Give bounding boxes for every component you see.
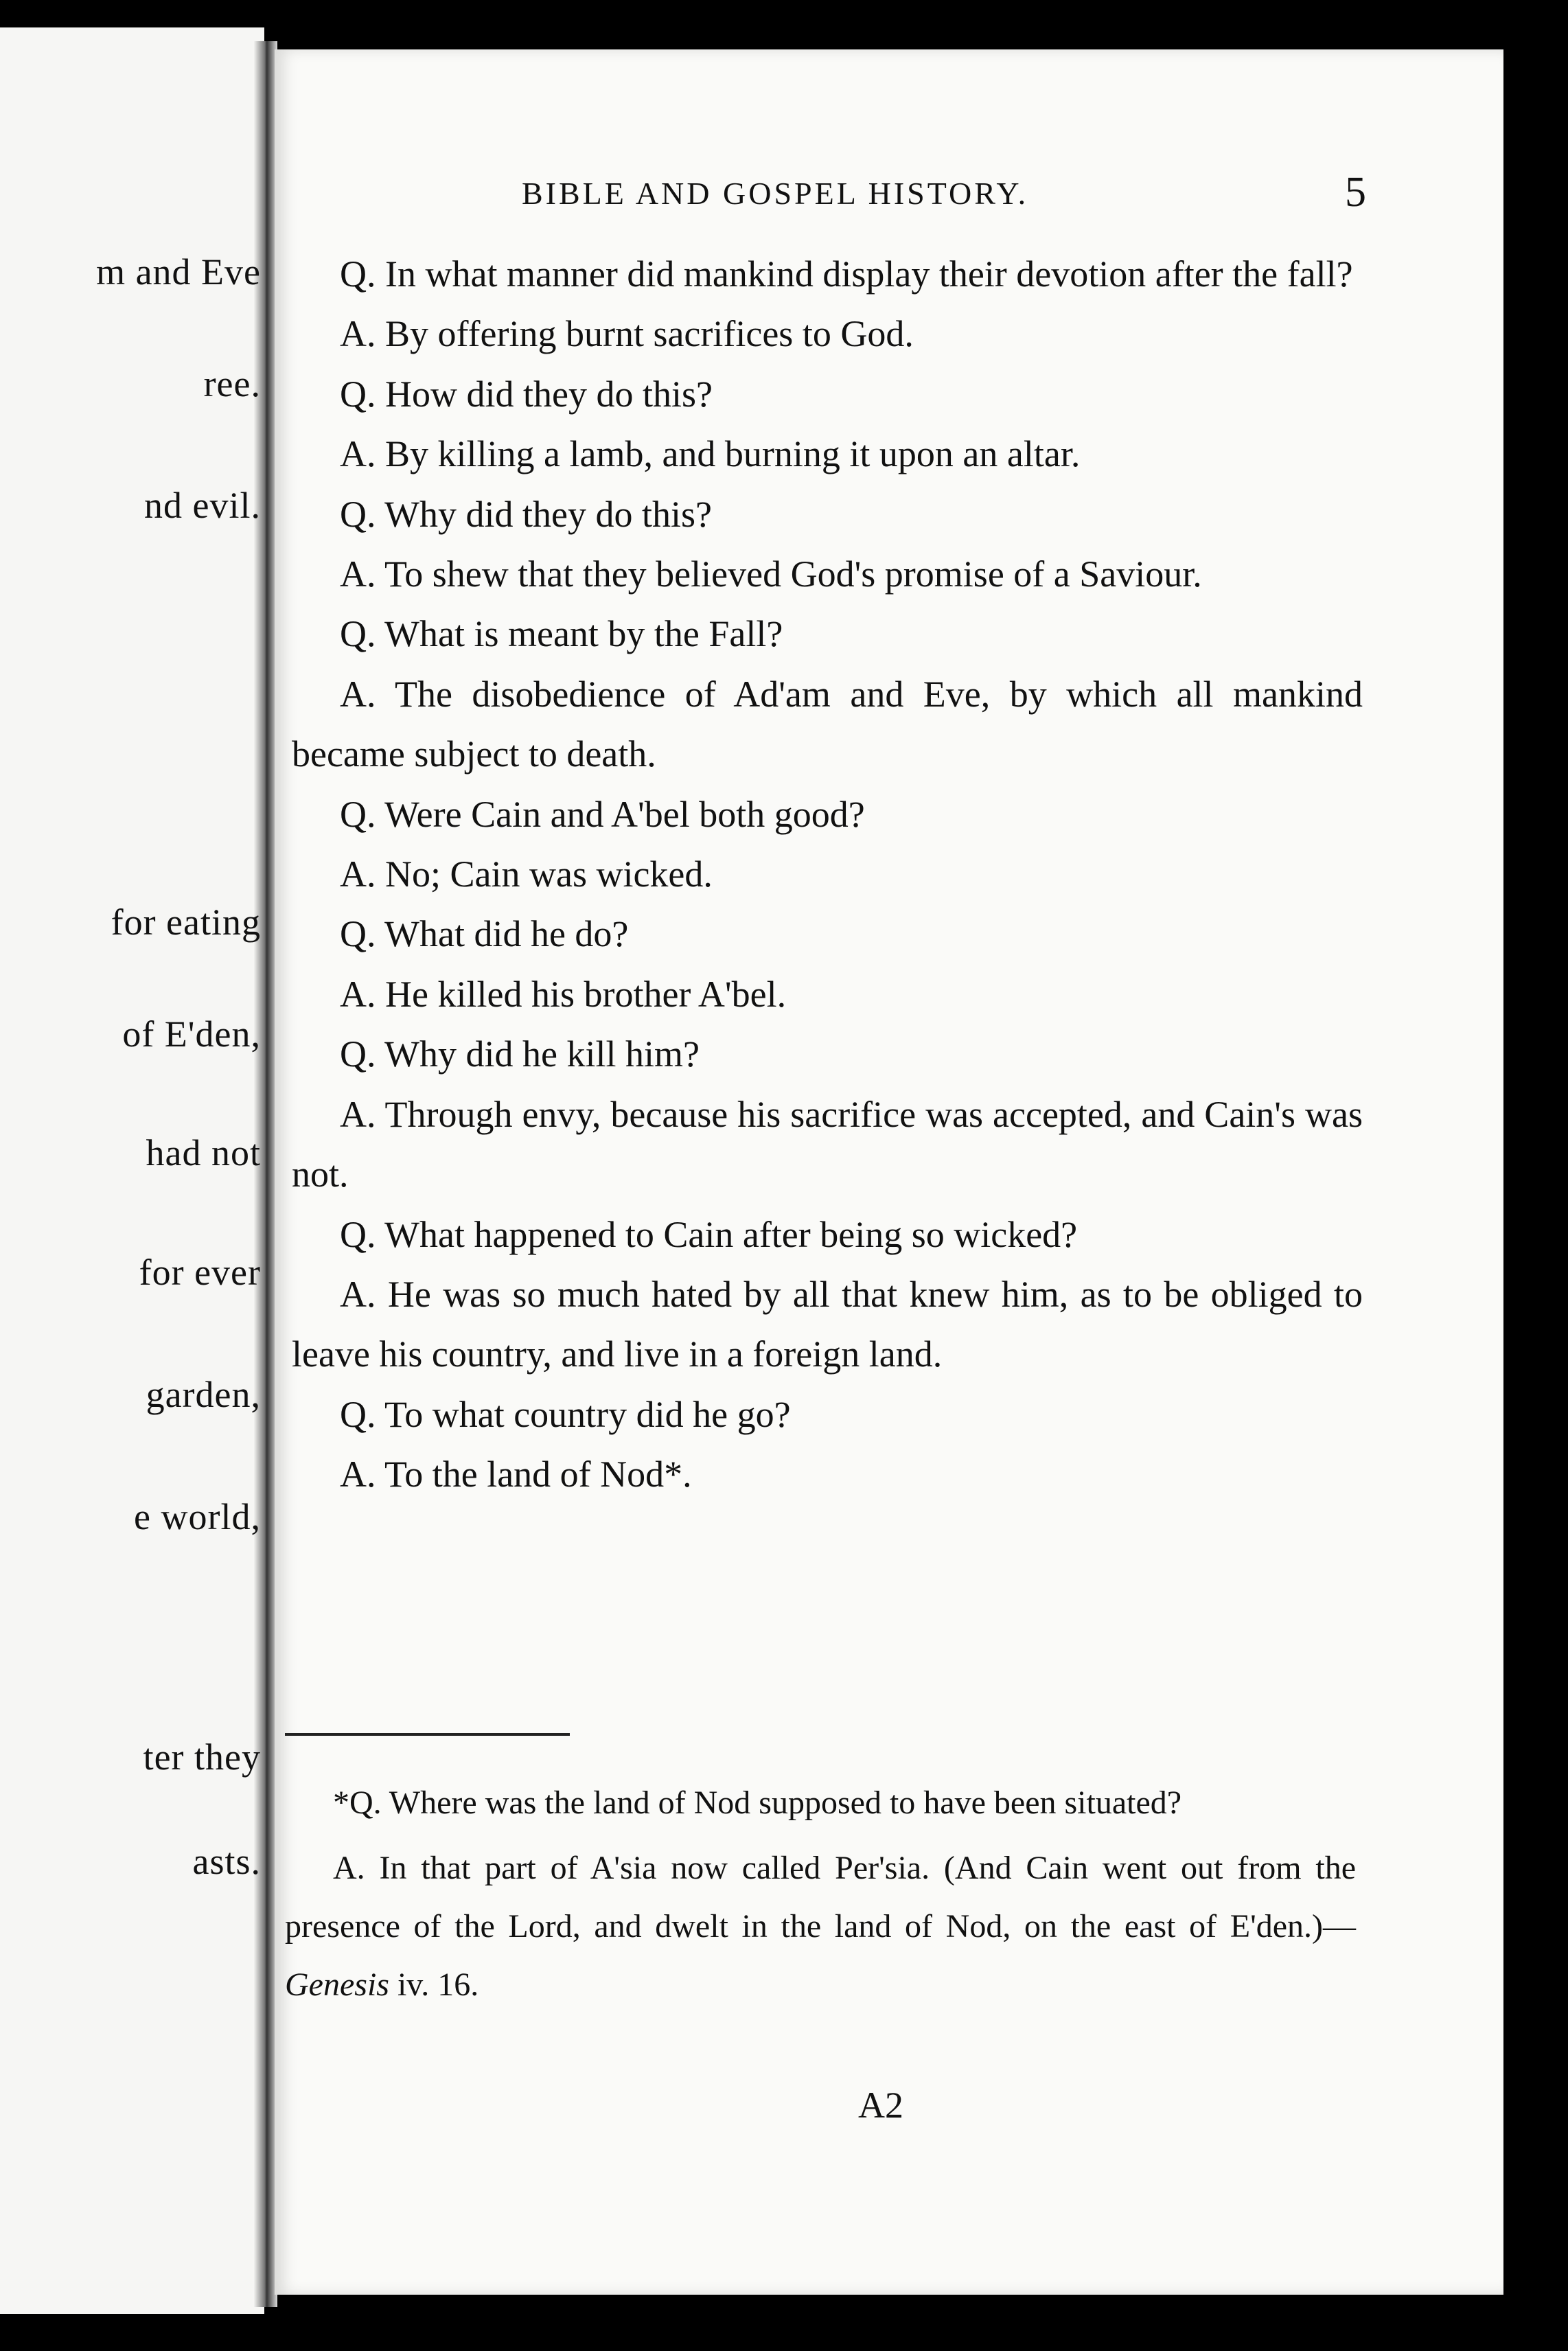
paragraph: A. Through envy, because his sacrifice was accepted, and Cain's was not. (292, 1093, 1363, 1195)
left-page-line: ree. (203, 363, 261, 404)
footnote-rule (285, 1733, 570, 1736)
footnote-answer-text: A. In that part of A'sia now called Per'sia. (And Cain went out from the presence of the Lord, and dwelt in the land of Nod, on the east of E'den.)— (285, 1850, 1356, 1945)
footnote-question: *Q. Where was the land of Nod supposed to have been situated? (333, 1785, 1182, 1821)
paragraph: A. By killing a lamb, and burning it upon an altar. (340, 433, 1081, 475)
running-head: BIBLE AND GOSPEL HISTORY. (522, 176, 1029, 211)
paragraph: Q. Why did he kill him? (340, 1033, 700, 1075)
left-page-line: m and Eve (96, 251, 261, 293)
signature-mark: A2 (858, 2085, 903, 2126)
page-body (292, 244, 1363, 1505)
left-page-line: asts. (192, 1841, 261, 1882)
paragraph: Q. To what country did he go? (340, 1393, 791, 1435)
paragraph: Q. What happened to Cain after being so wicked? (340, 1213, 1078, 1255)
paragraph: Q. What did he do? (340, 913, 629, 955)
left-page-line: of E'den, (122, 1013, 261, 1055)
footnote (285, 1774, 1356, 2014)
paragraph: A. To shew that they believed God's promise of a Saviour. (340, 553, 1202, 595)
paragraph: Q. How did they do this? (340, 373, 713, 415)
left-page-line: e world, (134, 1496, 261, 1537)
paragraph: A. He killed his brother A'bel. (340, 973, 787, 1015)
footnote-citation-ref: iv. 16. (389, 1966, 479, 2003)
paragraph: Q. Why did they do this? (340, 493, 712, 535)
paragraph: Q. Were Cain and A'bel both good? (340, 793, 865, 835)
paragraph: A. He was so much hated by all that knew him, as to be obliged to leave his country, and live in a foreign land. (292, 1273, 1363, 1375)
left-page-line: garden, (146, 1374, 261, 1415)
paragraph: A. To the land of Nod*. (340, 1454, 692, 1495)
footnote-citation-book: Genesis (285, 1966, 389, 2003)
left-page-line: had not (146, 1132, 261, 1173)
paragraph: A. The disobedience of Ad'am and Eve, by which all mankind became subject to death. (292, 673, 1363, 775)
left-page-line: for ever (139, 1252, 261, 1293)
page-number: 5 (1345, 169, 1366, 216)
left-page-line: for eating (111, 902, 261, 943)
paragraph: A. No; Cain was wicked. (340, 853, 713, 895)
paragraph: A. By offering burnt sacrifices to God. (340, 313, 914, 355)
footnote-answer (285, 1839, 1356, 2014)
page-header (275, 169, 1366, 223)
paragraph: Q. In what manner did mankind display their devotion after the fall? (340, 253, 1353, 295)
left-page-line: nd evil. (144, 485, 261, 526)
paragraph: Q. What is meant by the Fall? (340, 613, 783, 655)
left-page-line: ter they (143, 1736, 261, 1778)
